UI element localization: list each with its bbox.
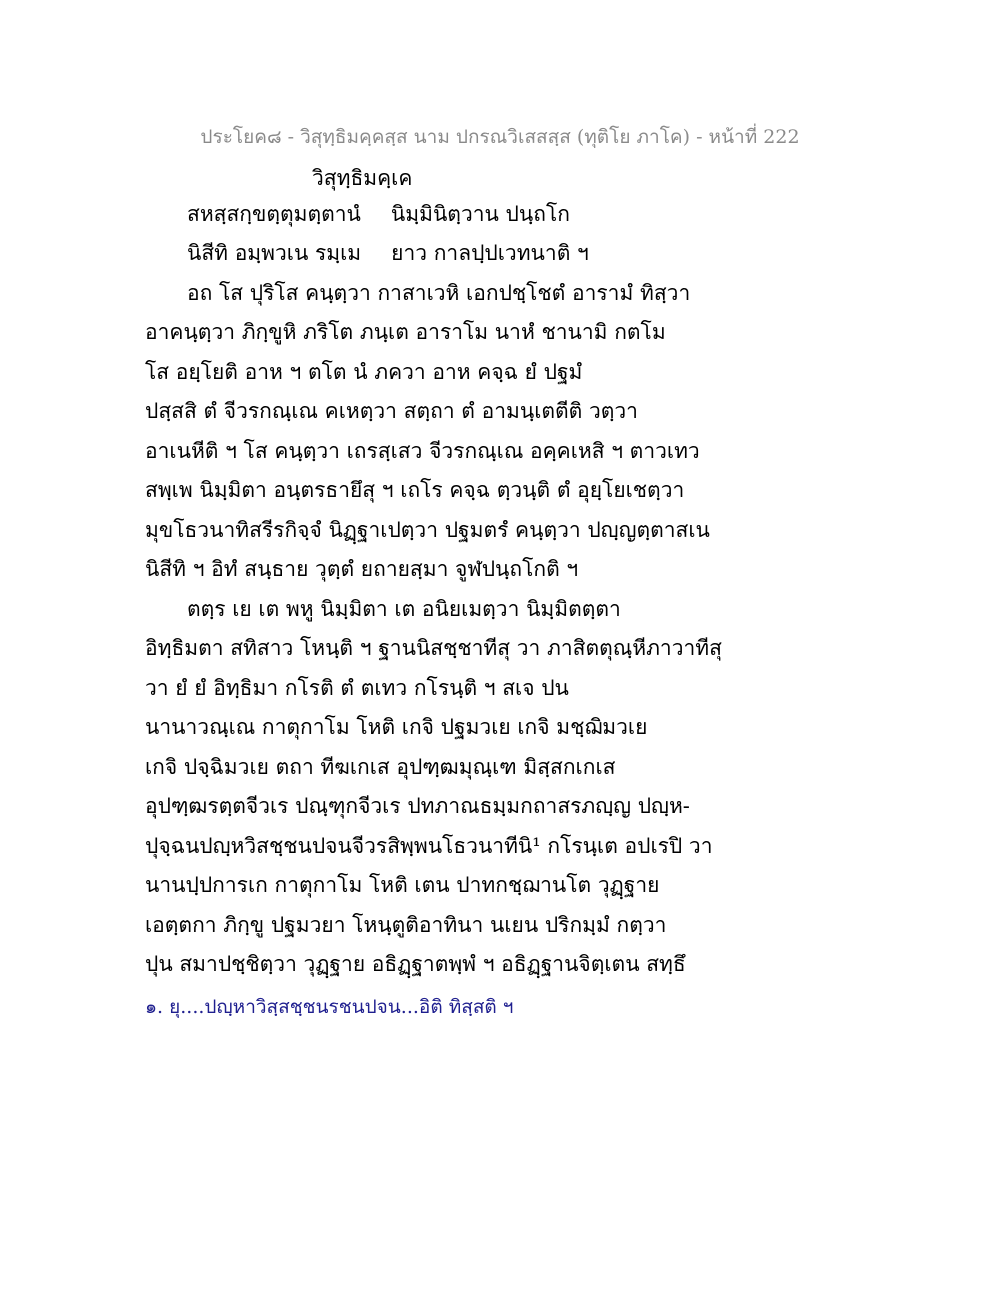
page-header: ประโยค๘ - วิสุทฺธิมคฺคสฺส นาม ปกรณวิเสสสฺส (ทุติโย ภาโค) - หน้าที่ 222 bbox=[200, 126, 800, 148]
text-line: อาเนหีติ ฯ โส คนฺตฺวา เถรสฺเสว จีวรกณฺเณ อคฺคเหสิ ฯ ตาวเทว bbox=[145, 439, 700, 463]
text-line: นิสีทิ ฯ อิทํ สนฺธาย วุตฺตํ ยถายสฺมา จูฬปนฺถโกติ ฯ bbox=[145, 557, 579, 581]
verse-part: ยาว กาลปฺปเวทนาติ ฯ bbox=[391, 241, 589, 265]
text-line: เอตฺตกา ภิกฺขู ปฐมวยา โหนฺตูติอาทินา นเยน ปริกมฺมํ กตฺวา bbox=[145, 913, 667, 937]
text-line: ปสฺสสิ ตํ จีวรกณฺเณ คเหตฺวา สตฺถา ตํ อามนฺเตตีติ วตฺวา bbox=[145, 399, 638, 423]
text-line: อถ โส ปุริโส คนฺตฺวา กาสาเวหิ เอกปชฺโชตํ อารามํ ทิสฺวา bbox=[187, 281, 691, 305]
text-line: วา ยํ ยํ อิทฺธิมา กโรติ ตํ ตเทว กโรนฺติ ฯ สเจ ปน bbox=[145, 676, 569, 700]
footnote: ๑. ยุ....ปญฺหาวิสฺสชฺชนรชนปจน...อิติ ทิสฺสติ ฯ bbox=[145, 996, 514, 1018]
text-line: สพฺเพ นิมฺมิตา อนฺตรธายึสุ ฯ เถโร คจฺฉ ตฺวนฺติ ตํ อุยฺโยเชตฺวา bbox=[145, 478, 685, 502]
verse-line bbox=[187, 239, 887, 267]
text-line: ปุจฺฉนปญฺหวิสชฺชนปจนจีวรสิพฺพนโธวนาทีนิ¹ กโรนฺเต อปเรปิ วา bbox=[145, 834, 713, 858]
text-line: อาคนฺตฺวา ภิกฺขูหิ ภริโต ภนฺเต อาราโม นาหํ ชานามิ กตโม bbox=[145, 320, 666, 344]
text-line: ตตฺร เย เต พหู นิมฺมิตา เต อนิยเมตฺวา นิมฺมิตตฺตา bbox=[187, 597, 621, 621]
verse-part: สหสฺสกฺขตฺตุมตฺตานํ bbox=[187, 202, 361, 226]
text-line: อุปฑฺฒรตฺตจีวเร ปณฺฑุกจีวเร ปทภาณธมฺมกถาสรภญฺญ ปญฺห- bbox=[145, 794, 690, 818]
text-line: มุขโธวนาทิสรีรกิจฺจํ นิฏฺฐาเปตฺวา ปฐมตรํ คนฺตฺวา ปญฺญตฺตาสเน bbox=[145, 518, 710, 542]
verse-part: นิมฺมินิตฺวาน ปนฺถโก bbox=[390, 202, 570, 226]
section-title: วิสุทฺธิมคฺเค bbox=[312, 166, 413, 190]
text-line: อิทฺธิมตา สทิสาว โหนฺติ ฯ ฐานนิสชฺชาทีสุ วา ภาสิตตุณฺหีภาวาทีสุ bbox=[145, 636, 722, 660]
text-line: โส อยฺโยติ อาห ฯ ตโต นํ ภควา อาห คจฺฉ ยํ ปฐมํ bbox=[145, 360, 583, 384]
verse-part: นิสีทิ อมฺพวเน รมฺเม bbox=[187, 241, 362, 265]
text-line: ปุน สมาปชฺชิตฺวา วุฏฺฐาย อธิฏฺฐาตพฺพํ ฯ อธิฏฺฐานจิตฺเตน สทฺธึ bbox=[145, 952, 686, 976]
text-line: นานาวณฺเณ กาตุกาโม โหติ เกจิ ปฐมวเย เกจิ มชฺฌิมวเย bbox=[145, 715, 648, 739]
text-line: นานปฺปการเก กาตุกาโม โหติ เตน ปาทกชฺฌานโต วุฏฺฐาย bbox=[145, 873, 660, 897]
text-line: เกจิ ปจฺฉิมวเย ตถา ทีฆเกเส อุปฑฺฒมุณฺเฑ มิสฺสกเกเส bbox=[145, 755, 616, 779]
verse-line bbox=[187, 200, 887, 228]
